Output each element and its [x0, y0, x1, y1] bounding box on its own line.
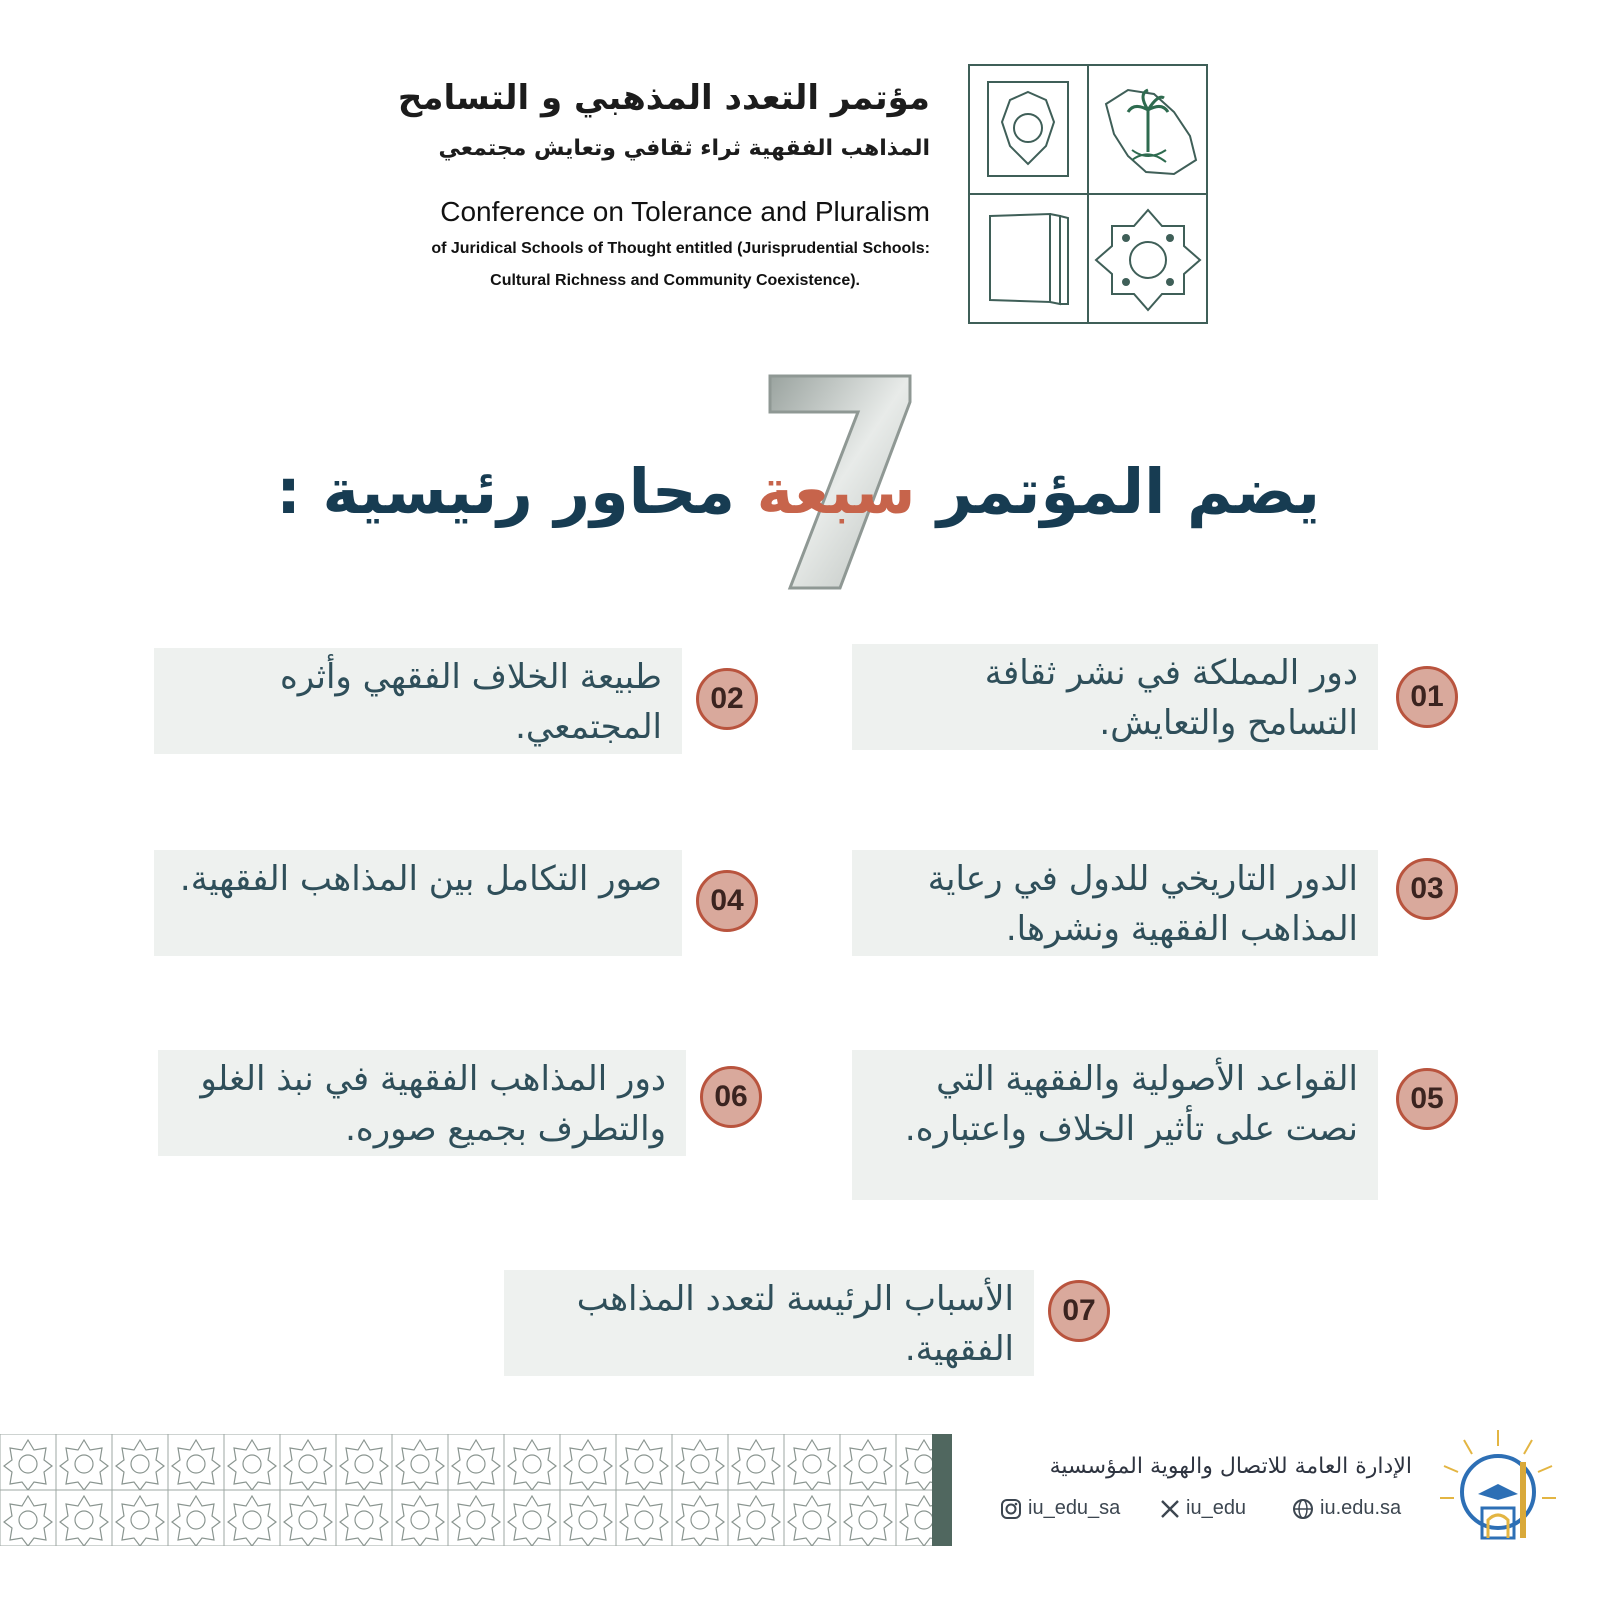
main-title-before: يضم المؤتمر [915, 455, 1320, 528]
star-pattern-icon [1096, 210, 1200, 310]
instagram-link[interactable] [1000, 1497, 1120, 1520]
axis-card-02 [154, 648, 682, 754]
footer-org-name: الإدارة العامة للاتصال والهوية المؤسسية [1049, 1454, 1412, 1479]
axis-number-badge-05 [1396, 1068, 1458, 1130]
subtitle-en-line-1: of Juridical Schools of Thought entitled (Jurisprudential Schools: [431, 240, 930, 257]
main-title-accent: سبعة [756, 455, 916, 528]
axis-number-badge-04 [696, 870, 758, 932]
axis-text: الأسباب الرئيسة لتعدد المذاهب الفقهية. [576, 1279, 1014, 1369]
axis-number: 05 [1410, 1082, 1444, 1115]
palm-swords-emblem-icon [1106, 90, 1196, 174]
axis-card-07 [504, 1270, 1034, 1376]
x-link[interactable] [1160, 1497, 1246, 1520]
axis-text: القواعد الأصولية والفقهية التي نصت على تأثير الخلاف واعتباره. [904, 1059, 1358, 1149]
subtitle-ar: المذاهب الفقهية ثراء ثقافي وتعايش مجتمعي [438, 136, 930, 161]
footer-accent-bar [932, 1434, 952, 1546]
title-ar: مؤتمر التعدد المذهبي و التسامح [397, 78, 930, 118]
axis-text: دور المملكة في نشر ثقافة التسامح والتعايش. [984, 653, 1358, 743]
axis-number-badge-06 [700, 1066, 762, 1128]
website-link[interactable] [1292, 1497, 1401, 1520]
title-en: Conference on Tolerance and Pluralism [440, 196, 930, 227]
website-url: iu.edu.sa [1320, 1497, 1402, 1519]
axis-card-04 [154, 850, 682, 956]
axis-card-03 [852, 850, 1378, 956]
axis-number-badge-02 [696, 668, 758, 730]
axis-number: 06 [714, 1080, 748, 1113]
axis-text: الدور التاريخي للدول في رعاية المذاهب الفقهية ونشرها. [927, 859, 1358, 949]
axis-text: طبيعة الخلاف الفقهي وأثره المجتمعي. [279, 657, 662, 747]
x-icon [1160, 1499, 1180, 1519]
axis-card-01 [852, 644, 1378, 750]
axis-number: 01 [1410, 680, 1444, 713]
axis-text: دور المذاهب الفقهية في نبذ الغلو والتطرف بجميع صوره. [200, 1059, 666, 1149]
big-seven-number: 7 [760, 372, 761, 373]
axis-card-06 [158, 1050, 686, 1156]
axis-number: 07 [1062, 1294, 1096, 1327]
conference-logo [968, 64, 1208, 324]
axis-number-badge-07 [1048, 1280, 1110, 1342]
main-title-after: محاور رئيسية : [276, 455, 757, 528]
axis-number-badge-03 [1396, 858, 1458, 920]
axis-number: 04 [710, 884, 744, 917]
globe-icon [1292, 1498, 1314, 1520]
instagram-handle: iu_edu_sa [1028, 1497, 1121, 1519]
subtitle-en-line-2: Cultural Richness and Community Coexistence). [490, 272, 860, 289]
instagram-icon [1000, 1498, 1022, 1520]
axis-number: 03 [1410, 872, 1444, 905]
octagon-frame-icon [988, 82, 1068, 176]
x-handle: iu_edu [1186, 1497, 1247, 1519]
axis-number-badge-01 [1396, 666, 1458, 728]
axis-number: 02 [710, 682, 744, 715]
axis-card-05 [852, 1050, 1378, 1200]
axis-text: صور التكامل بين المذاهب الفقهية. [179, 859, 662, 899]
university-logo-icon [1438, 1428, 1558, 1548]
main-title [276, 455, 1320, 528]
book-icon [990, 214, 1068, 304]
footer-pattern [0, 1434, 952, 1546]
